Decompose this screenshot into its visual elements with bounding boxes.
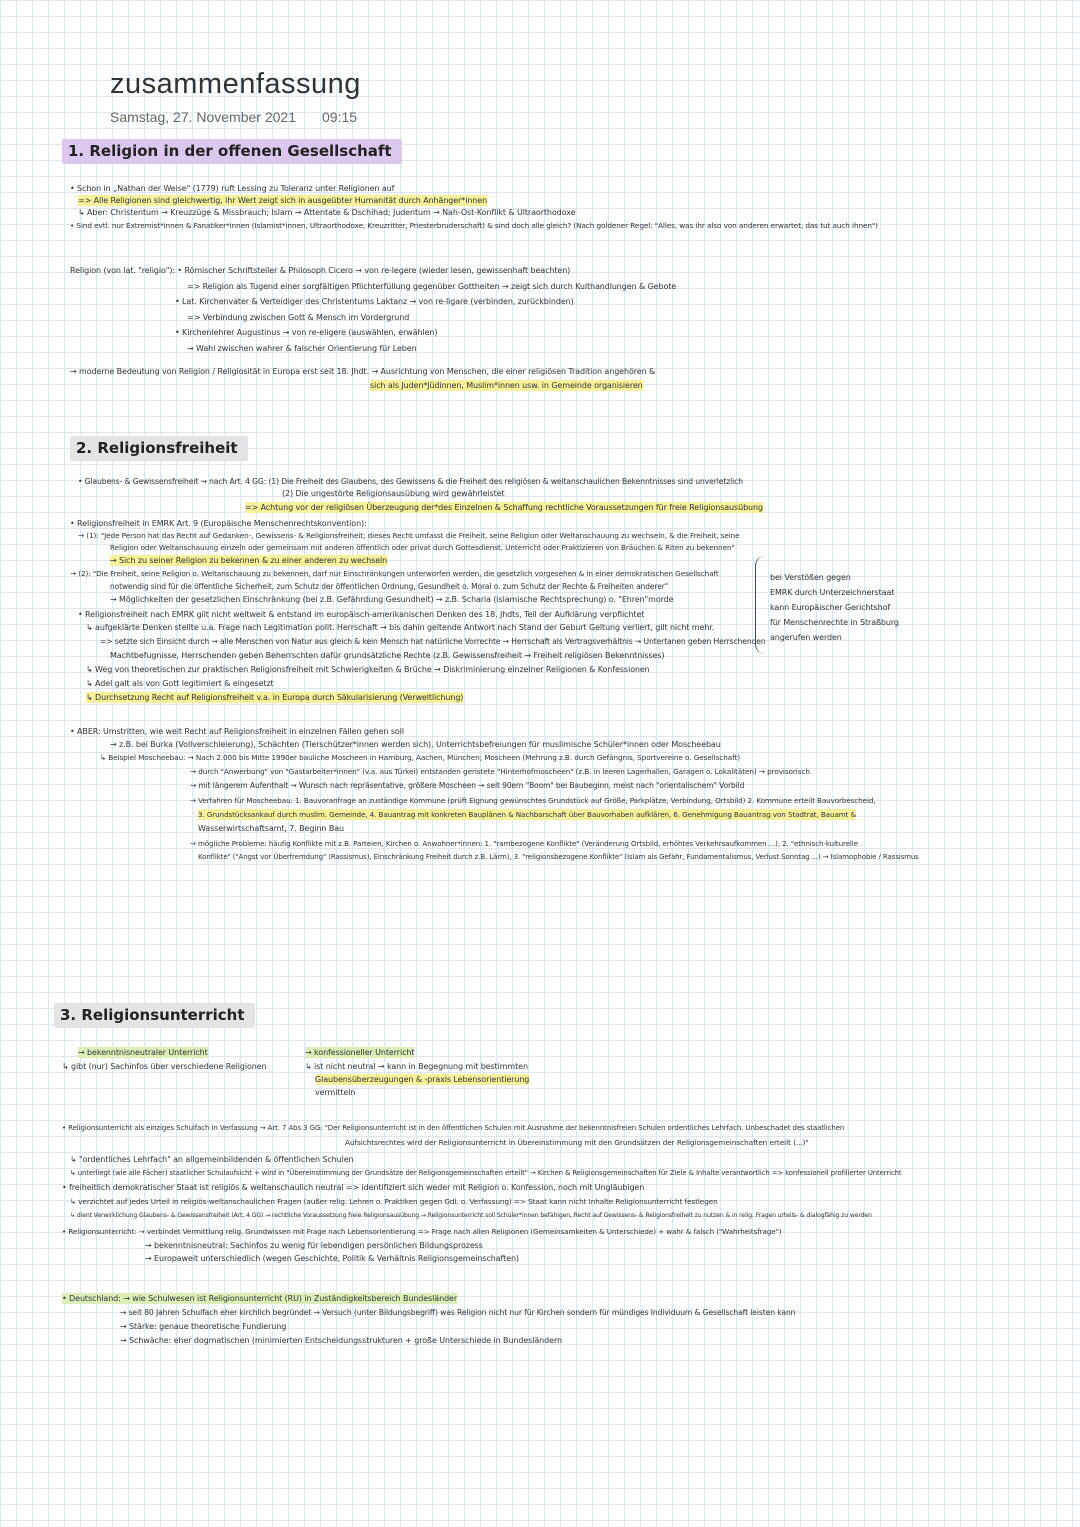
note-line: → konfessioneller Unterricht [305, 1048, 415, 1057]
note-line: ↳ Aber: Christentum → Kreuzzüge & Missbrauch; Islam → Attentate & Dschihad; Judentum → Nah-Ost-Konflikt & Ultraorthodoxe [78, 208, 576, 217]
note-line: ↳ gibt (nur) Sachinfos über verschiedene Religionen [62, 1062, 267, 1071]
note-line: • Deutschland: → wie Schulwesen ist Religionsunterricht (RU) in Zuständigkeitsbereich Bundesländer [62, 1294, 458, 1303]
note-line: → (1): "Jede Person hat das Recht auf Gedanken-, Gewissens- & Religionsfreiheit; dieses Recht umfasst die Freiheit, seine Religion oder Weltanschauung zu wechseln, & die Freiheit, seine [78, 531, 740, 540]
section-heading-religionsfreiheit: 2. Religionsfreiheit [70, 436, 248, 461]
note-line: 3. Grundstücksankauf durch muslim. Gemeinde, 4. Bauantrag mit konkreten Bauplänen & Nachbarschaft über Bauvorhaben aufklären, 6. Genehmigung Bauantrag von Stadtrat, Bauamt & [198, 810, 857, 819]
note-line: • freiheitlich demokratischer Staat ist religiös & weltanschaulich neutral => identifiziert sich weder mit Religion o. Konfession, noch mit Ungläubigen [62, 1183, 645, 1192]
note-line: (2) Die ungestörte Religionsausübung wird gewährleistet [282, 489, 505, 498]
note-line: ↳ ist nicht neutral → kann in Begegnung mit bestimmten [305, 1062, 528, 1071]
note-line: • Kirchenlehrer Augustinus → von re-eligere (auswählen, erwählen) [175, 328, 438, 337]
note-line: ↳ Adel galt als von Gott legitimiert & eingesetzt [86, 679, 274, 688]
note-line: sich als Juden*Jüdinnen, Muslim*innen usw. in Gemeinde organisieren [370, 381, 643, 390]
section-heading-religionsunterricht: 3. Religionsunterricht [54, 1003, 255, 1028]
note-line: ↳ aufgeklärte Denken stellte u.a. Frage nach Legitimation polit. Herrschaft → bis dahin geltende Antwort nach Stand der Geburt Geltung verliert, gilt nicht mehr. [86, 623, 715, 632]
side-note-line: angerufen werden [770, 633, 842, 642]
note-line: vermitteln [315, 1088, 356, 1097]
note-line: • Religionsunterricht als einziges Schulfach in Verfassung → Art. 7 Abs 3 GG: "Der Religionsunterricht ist in den öffentlichen Schulen mit Ausnahme der bekenntnisfreien Schulen ordentliches Lehrfach. Unbeschadet des staatlichen [62, 1124, 845, 1132]
note-line: → z.B. bei Burka (Vollverschleierung), Schächten (Tierschützer*innen werden sich), Unterrichtsbefreiungen für muslimische Schüler*innen oder Moscheebau [110, 740, 721, 749]
note-line: notwendig sind für die öffentliche Sicherheit, zum Schutz der öffentlichen Ordnung, Gesundheit o. Moral o. zum Schutz der Rechte & Freiheiten anderer" [110, 582, 669, 591]
note-line: => Religion als Tugend einer sorgfältigen Pflichterfüllung gegenüber Gottheiten → zeigt sich durch Kulthandlungen & Gebote [187, 282, 677, 291]
note-line: ↳ Weg von theoretischen zur praktischen Religionsfreiheit mit Schwierigkeiten & Brüche → Diskriminierung einzelner Religionen & Konfessionen [86, 665, 650, 674]
note-line: → Stärke: genaue theoretische Fundierung [120, 1322, 287, 1331]
note-line: ↳ unterliegt (wie alle Fächer) staatlicher Schulaufsicht + wird in "Übereinstimmung der Grundsätze der Religionsgemeinschaften erteilt" → Kirchen & Religionsgemeinschaften für Ziele & Inhalte verantwortlich => konfessionell profilierter Unterricht [70, 1169, 902, 1177]
note-line: Aufsichtsrechtes wird der Religionsunterricht in Übereinstimmung mit den Grundsätzen der Religionsgemeinschaften erteilt (...)" [345, 1138, 809, 1147]
section-heading-religion: 1. Religion in der offenen Gesellschaft [62, 139, 402, 164]
note-line: → Sich zu seiner Religion zu bekennen & zu einer anderen zu wechseln [110, 556, 388, 565]
note-line: → bekenntnisneutraler Unterricht [78, 1048, 208, 1057]
page-title: zusammenfassung [110, 68, 361, 100]
note-line: → Verfahren für Moscheebau: 1. Bauvoranfrage an zuständige Kommune (prüft Eignung gewünschtes Grundstück auf Größe, Parkplätze, Verbindung, Ortsbild) 2. Kommune erteilt Bauvorbescheid, [190, 796, 876, 805]
note-line: • Lat. Kirchenvater & Verteidiger des Christentums Laktanz → von re-ligare (verbinden, zurückbinden) [175, 297, 574, 306]
note-line: → (2): "Die Freiheit, seine Religion o. Weltanschauung zu bekennen, darf nur Einschränkungen unterworfen werden, die gesetzlich vorgesehen & in einer demokratischen Gesellschaft [70, 569, 719, 578]
note-line: => Verbindung zwischen Gott & Mensch im Vordergrund [187, 313, 410, 322]
note-line: ↳ Beispiel Moscheebau: → Nach 2.000 bis Mitte 1990er bauliche Moscheen in Hamburg, Aachen, München; Moscheen (Mehrung z.B. durch Gefängnis, Sportvereine o. Gesellschaft) [100, 753, 740, 762]
note-line: => Alle Religionen sind gleichwertig, ihr Wert zeigt sich in ausgeübter Humanität durch Anhänger*innen [78, 196, 488, 205]
note-line: => Achtung vor der religiösen Überzeugung der*des Einzelnen & Schaffung rechtliche Voraussetzungen für freie Religionsausübung [245, 503, 763, 512]
note-line: ↳ "ordentliches Lehrfach" an allgemeinbildenden & öffentlichen Schulen [70, 1155, 354, 1164]
note-line: → mit längerem Aufenthalt → Wunsch nach repräsentative, größere Moscheen → seit 90ern "Boom" bei Baubeginn, meist nach "orientalischem" Vorbild [190, 781, 745, 790]
page-time: 09:15 [322, 109, 358, 125]
side-note-line: kann Europäischer Gerichtshof [770, 603, 891, 612]
note-line: • Religionsfreiheit nach EMRK gilt nicht weltweit & entstand im europäisch-amerikanischen Denken des 18. Jhdts, Teil der Aufklärung verpflichtet [78, 610, 645, 619]
side-note-line: für Menschenrechte in Straßburg [770, 618, 899, 627]
note-line: → Möglichkeiten der gesetzlichen Einschränkung (bei z.B. Gefährdung Gesundheit) → z.B. Scharia (islamische Rechtsprechung) o. "Ehren"morde [110, 595, 674, 604]
note-line: ↳ dient Verwirklichung Glaubens- & Gewissensfreiheit (Art. 4 GG) → rechtliche Voraussetzung freie Religionsausübung → Religionsunterricht soll Schüler*innen befähigen, Recht auf Gewissens- & Religionsfreiheit zu nutzen & in relig. Fragen urteils- & dialogfähig zu werden [70, 1212, 872, 1219]
note-line: • Religionsfreiheit in EMRK Art. 9 (Europäische Menschenrechtskonvention): [70, 519, 367, 528]
note-line: • Religionsunterricht: → verbindet Vermittlung relig. Grundwissen mit Frage nach Lebensorientierung => Frage nach allen Religionen (Gemeinsamkeiten & Unterschiede) + wahr & falsch ("Wahrheitsfrage") [62, 1227, 782, 1236]
page-date: Samstag, 27. November 2021 [110, 109, 296, 125]
note-line: • Schon in „Nathan der Weise" (1779) ruft Lessing zu Toleranz unter Religionen auf [70, 184, 395, 193]
note-line: Konflikte" ("Angst vor Überfremdung" (Rassismus), Einschränkung Freiheit durch z.B. Lärm), 3. "religionsbezogene Konflikte" (Islam als Gefahr, Fundamentalismus, Verlust Sonntag ...) → Islamophobie / Rassismus [198, 853, 919, 861]
note-line: → seit 80 Jahren Schulfach eher kirchlich begründet → Versuch (unter Bildungsbegriff) was Religion nicht nur für Kirchen sondern für mündiges Individuum & Gesellschaft leisten kann [120, 1308, 796, 1317]
brace-bracket [755, 556, 766, 654]
note-line: ↳ Durchsetzung Recht auf Religionsfreiheit v.a. in Europa durch Säkularisierung (Verweltlichung) [86, 693, 464, 702]
note-line: → Schwäche: eher dogmatischen (minimierten Entscheidungsstrukturen + große Unterschiede in Bundesländern [120, 1336, 562, 1345]
note-line: → Wahl zwischen wahrer & falscher Orientierung für Leben [187, 344, 417, 353]
note-line: Religion (von lat. "religio"): • Römischer Schriftsteller & Philosoph Cicero → von re-legere (wieder lesen, gewissenhaft beachten) [70, 266, 571, 275]
note-line: • Glaubens- & Gewissensfreiheit → nach Art. 4 GG: (1) Die Freiheit des Glaubens, des Gewissens & die Freiheit des religiösen & weltanschaulichen Bekenntnisses sind unverletzlich [78, 477, 743, 486]
note-line: • Sind evtl. nur Extremist*innen & Fanatiker*innen (Islamist*innen, Ultraorthodoxe, Kreuzritter, Priesterbruderschaft) & sind doch alle gleich? (Nach goldener Regel: "Alles, was ihr also von anderen erwartet, das tut auch ihnen") [70, 221, 878, 230]
note-line: → Europaweit unterschiedlich (wegen Geschichte, Politik & Verhältnis Religionsgemeinschaften) [145, 1254, 519, 1263]
note-line: • ABER: Umstritten, wie weit Recht auf Religionsfreiheit in einzelnen Fällen gehen soll [70, 727, 404, 736]
note-line: → mögliche Probleme: häufig Konflikte mit z.B. Parteien, Kirchen o. Anwohner*innen: 1. "rambezogene Konflikte" (Veränderung Ortsbild, erhöhtes Verkehrsaufkommen ...), 2. "ethnisch-kulturelle [190, 839, 858, 848]
note-line: => setzte sich Einsicht durch → alle Menschen von Natur aus gleich & kein Mensch hat natürliche Vorrechte → Herrschaft als Vertragsverhältnis → Untertanen geben Herrschenden [100, 637, 766, 646]
note-line: Glaubensüberzeugungen & -praxis Lebensorientierung [315, 1075, 530, 1084]
note-line: Machtbefugnisse, Herrschenden geben Beherrschten dafür grundsätzliche Rechte (z.B. Gewissensfreiheit → Freiheit religiösen Bekenntnisses) [110, 651, 665, 660]
note-line: → durch "Anwerbung" von "Gastarbeiter*innen" (v.a. aus Türkei) entstanden geristete "Hinterhofmoscheen" (z.B. in leeren Lagerhallen, Garagen o. Lokalitäten) → provisorisch [190, 767, 810, 776]
note-line: Religion oder Weltanschauung einzeln oder gemeinsam mit anderen öffentlich oder privat durch Gottesdienst, Unterricht oder Praktizieren von Bräuchen & Riten zu bekennen" [110, 543, 735, 552]
note-line: Wasserwirtschaftsamt, 7. Beginn Bau [198, 824, 345, 833]
note-line: → moderne Bedeutung von Religion / Religiosität in Europa erst seit 18. Jhdt. → Ausrichtung von Menschen, die einer religiösen Tradition angehören & [70, 367, 656, 376]
note-line: → bekenntnisneutral: Sachinfos zu wenig für lebendigen persönlichen Bildungsprozess [145, 1241, 483, 1250]
side-note-line: bei Verstößen gegen [770, 573, 851, 582]
side-note-line: EMRK durch Unterzeichnerstaat [770, 588, 895, 597]
note-line: ↳ verzichtet auf jedes Urteil in religiös-weltanschaulichen Fragen (außer relig. Lehren o. Praktiken gegen Gdl. o. Verfassung) => Staat kann nicht Inhalte Religionsunterricht festlegen [70, 1197, 718, 1206]
